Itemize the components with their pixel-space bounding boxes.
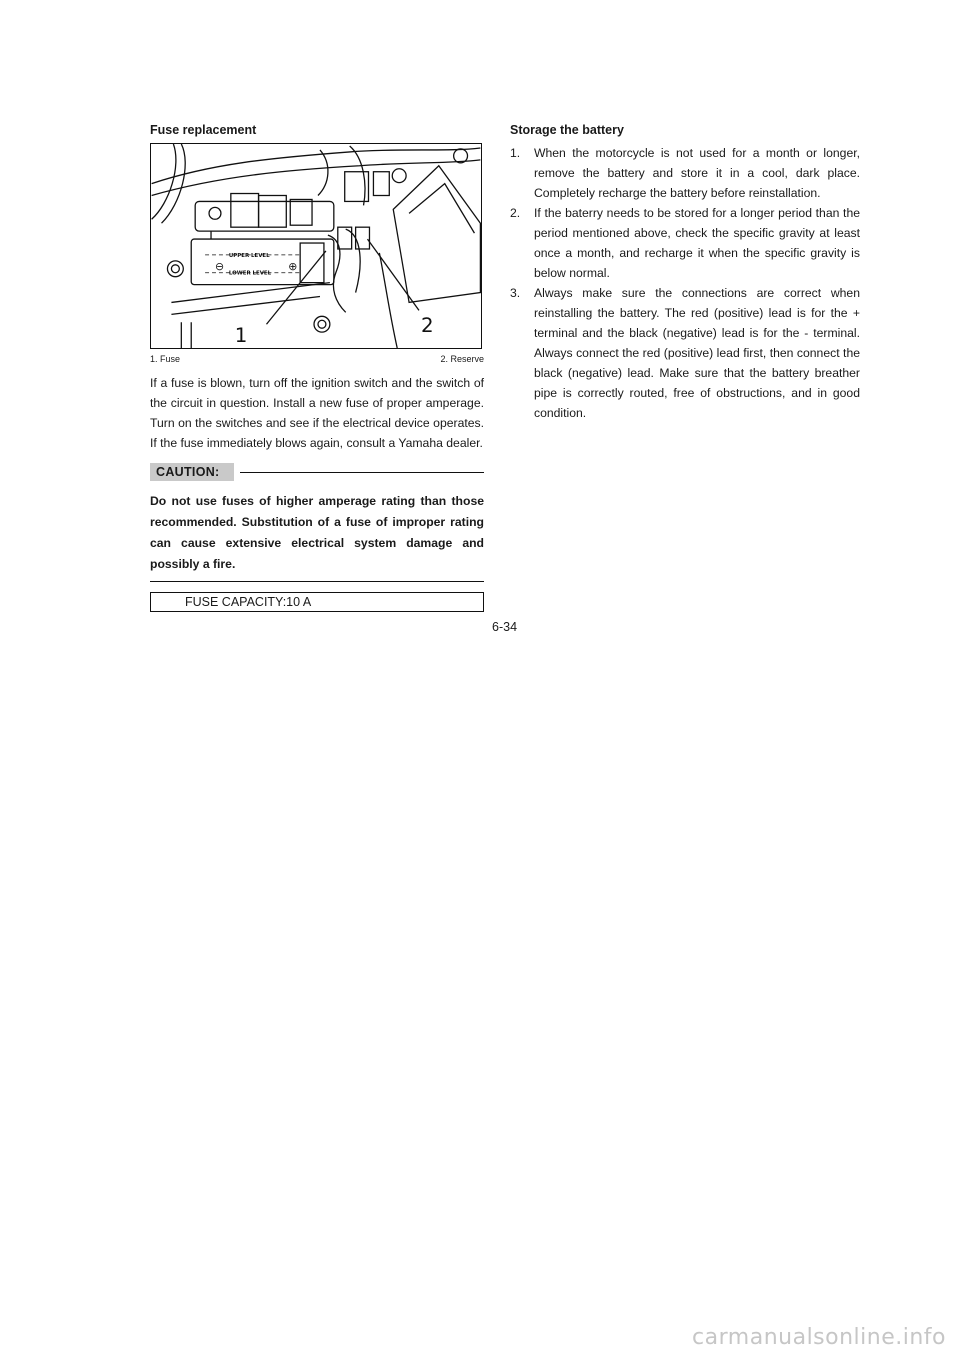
left-column xyxy=(150,123,484,612)
lower-level-label: LOWER LEVEL xyxy=(228,270,272,277)
list-item xyxy=(510,283,860,423)
step-number: 3. xyxy=(510,286,521,300)
caution-rule xyxy=(240,472,484,473)
callout-fuse: 1. Fuse xyxy=(150,354,181,364)
step-text: Always make sure the connections are correct when reinstalling the battery. The red (positive) lead is for the + terminal and the black (negative) lead is for the - terminal. Always connect the red (positive) lead first, then connect the black (negative) lead. Make sure that the battery breather pipe is correctly routed, free of obstructions, and in good condition. xyxy=(534,286,860,420)
upper-level-label: UPPER LEVEL xyxy=(228,252,270,259)
caution-end-rule xyxy=(150,581,484,582)
step-number: 1. xyxy=(510,146,521,160)
storage-steps-list xyxy=(510,143,860,423)
watermark: carmanualsonline.info xyxy=(692,1325,946,1350)
step-number: 2. xyxy=(510,206,521,220)
figure-callouts xyxy=(150,354,484,364)
caution-header xyxy=(150,463,484,481)
page-number: 6-34 xyxy=(492,620,518,634)
callout-number-2: 2 xyxy=(420,314,434,338)
right-column xyxy=(510,123,860,423)
caution-badge: CAUTION: xyxy=(150,463,234,481)
svg-text:⊖: ⊖ xyxy=(214,259,225,273)
fuse-box-drawing xyxy=(151,144,481,348)
storage-battery-heading: Storage the battery xyxy=(510,123,624,137)
step-text: When the motorcycle is not used for a month or longer, remove the battery and store it in a cool, dark place. Completely recharge the battery before reinstallation. xyxy=(534,146,860,200)
fuse-replacement-heading: Fuse replacement xyxy=(150,123,257,137)
fuse-instructions-paragraph: If a fuse is blown, turn off the ignition switch and the switch of the circuit in question. Install a new fuse of proper amperage. Turn on the switches and see if the electrical device operates. If the fuse immediately blows again, consult a Yamaha dealer. xyxy=(150,376,484,450)
fuse-box-illustration xyxy=(150,143,482,349)
callout-reserve: 2. Reserve xyxy=(440,354,484,364)
caution-text: Do not use fuses of higher amperage rating than those recommended. Substitution of a fuse of improper rating can cause extensive electrical system damage and possibly a fire. xyxy=(150,494,484,571)
list-item xyxy=(510,143,860,203)
list-item xyxy=(510,203,860,283)
svg-text:⊕: ⊕ xyxy=(288,259,298,273)
fuse-capacity-box: FUSE CAPACITY:10 A xyxy=(150,592,484,612)
step-text: If the baterry needs to be stored for a longer period than the period mentioned above, check the specific gravity at least once a month, and recharge it when the specific gravity is below normal. xyxy=(534,206,860,280)
callout-number-1: 1 xyxy=(234,324,248,348)
